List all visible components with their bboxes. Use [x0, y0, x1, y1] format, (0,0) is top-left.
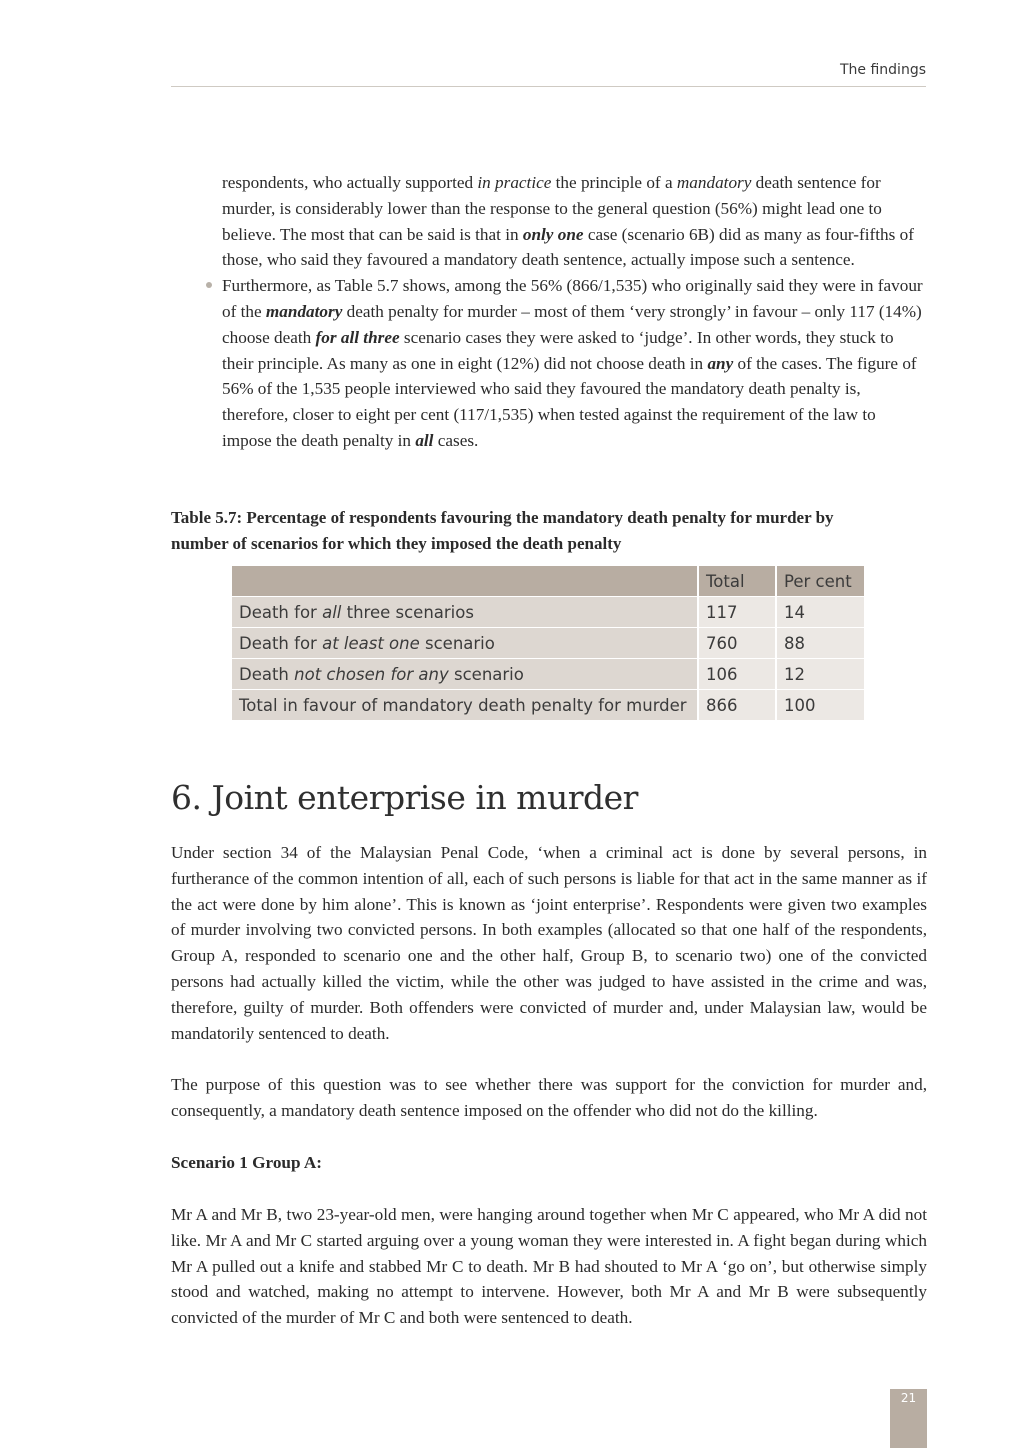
row-total: 760 [699, 628, 777, 659]
row-total: 106 [699, 659, 777, 690]
data-table [232, 566, 866, 721]
row-percent: 14 [777, 597, 866, 628]
row-label: Death not chosen for any scenario [232, 659, 699, 690]
row-total: 117 [699, 597, 777, 628]
row-percent: 88 [777, 628, 866, 659]
row-label: Death for all three scenarios [232, 597, 699, 628]
scenario-subheading: Scenario 1 Group A: [171, 1153, 323, 1172]
table-header-row [232, 566, 866, 597]
row-percent: 12 [777, 659, 866, 690]
bullet-text: Furthermore, as Table 5.7 shows, among the 56% (866/1,535) who originally said they were in favour of the mandatory death penalty for murder – most of them ‘very strongly’ in favour – only 117 (14%) choose death for all three scenario cases they were asked to ‘judge’. In other words, they stuck to their principle. As many as one in eight (12%) did not choose death in any of the cases. The figure of 56% of the 1,535 people interviewed who said they favoured the mandatory death penalty is, therefore, closer to eight per cent (117/1,535) when tested against the requirement of the law to impose the death penalty in all cases. [222, 276, 923, 450]
bullet-continuation: respondents, who actually supported in practice the principle of a mandatory death sentence for murder, is considerably lower than the response to the general question (56%) might lead one to believe. The most that can be said is that in only one case (scenario 6B) did as many as four-fifths of those, who said they favoured a mandatory death sentence, actually impose such a sentence. [222, 173, 914, 270]
section-heading: 6. Joint enterprise in murder [171, 778, 638, 817]
row-label: Death for at least one scenario [232, 628, 699, 659]
row-label: Total in favour of mandatory death penalty for murder [232, 690, 699, 721]
paragraph: Under section 34 of the Malaysian Penal Code, ‘when a criminal act is done by several persons, in furtherance of the common intention of all, each of such persons is liable for that act in the same manner as if the act were done by him alone’. This is known as ‘joint enterprise’. Respondents were given two examples of murder involving two convicted persons. In both examples (allocated so that one half of the respondents, Group A, responded to scenario one and the other half, Group B, to scenario two) one of the convicted persons had actually killed the victim, while the other was judged to have assisted in the crime and was, therefore, guilty of murder. Both offenders were convicted of murder and, under Malaysian law, would be mandatorily sentenced to death. [171, 843, 927, 1043]
bullet-item [222, 273, 927, 454]
row-percent: 100 [777, 690, 866, 721]
table-caption: Table 5.7: Percentage of respondents favouring the mandatory death penalty for murder by number of scenarios for which they imposed the death penalty [171, 508, 834, 553]
table-row [232, 690, 866, 721]
running-header: The findings [171, 62, 926, 87]
table-row [232, 628, 866, 659]
table-row [232, 659, 866, 690]
bullet-list [222, 170, 927, 454]
table-header-percent: Per cent [777, 566, 866, 597]
row-total: 866 [699, 690, 777, 721]
paragraph: The purpose of this question was to see whether there was support for the conviction for murder and, consequently, a mandatory death sentence imposed on the offender who did not do the killing. [171, 1075, 927, 1120]
table-header-cell [232, 566, 699, 597]
table-row [232, 597, 866, 628]
page-number: 21 [890, 1389, 927, 1448]
table-header-total: Total [699, 566, 777, 597]
bullet-dot-icon [206, 282, 212, 288]
scenario-paragraph: Mr A and Mr B, two 23-year-old men, were hanging around together when Mr C appeared, who Mr A did not like. Mr A and Mr C started arguing over a young woman they were interested in. A fight began during which Mr A pulled out a knife and stabbed Mr C to death. Mr B had shouted to Mr A ‘go on’, but otherwise simply stood and watched, making no attempt to intervene. However, both Mr A and Mr B were subsequently convicted of the murder of Mr C and both were sentenced to death. [171, 1205, 927, 1328]
